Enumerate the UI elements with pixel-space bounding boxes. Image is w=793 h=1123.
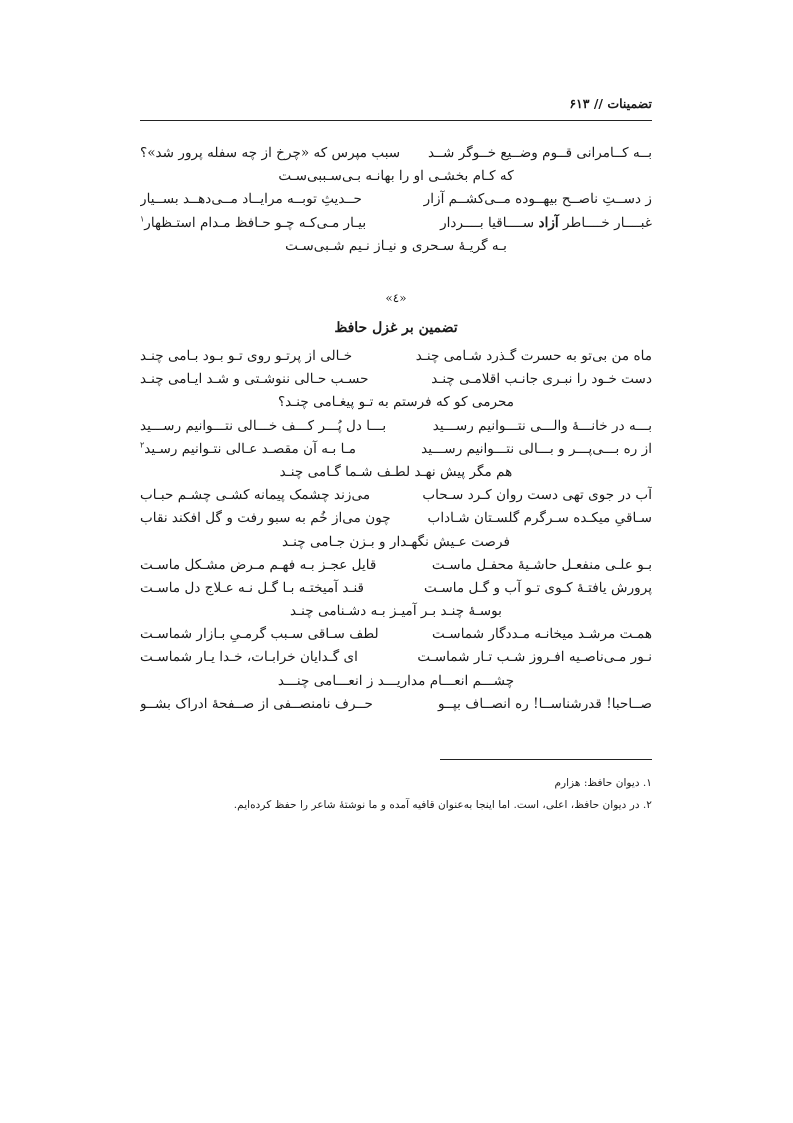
- footnote-rule: [440, 759, 652, 760]
- right-hemistich: صــاحبا! قدرشناســا! ره انصــاف بپــو: [438, 695, 652, 712]
- right-hemistich: بـو علـی منفعـل حاشـیهٔ محفـل ماسـت: [431, 556, 652, 573]
- left-hemistich: حــدیثِ توبــه مرایــاد مــی‌دهــد بســیار: [140, 191, 362, 208]
- couplet-line: [140, 623, 652, 646]
- couplet-line: [140, 368, 652, 391]
- couplet-line: [140, 507, 652, 530]
- header-rule: [140, 120, 652, 121]
- refrain-line: هم مگر پیش نهـد لطـف شـما گـامی چنـد: [279, 463, 513, 480]
- left-hemistich: حسـب حـالی ننوشـتی و شـد ایـامی چنـد: [140, 371, 369, 388]
- right-hemistich: نـور مـی‌ناصـیه افـروز شـب تـار شماسـت: [417, 649, 652, 666]
- right-hemistich: سـاقیِ میکـده سـرگرم گلسـتان شـاداب: [427, 510, 652, 527]
- section-title: تضمین بر غزل حافظ: [334, 320, 458, 336]
- couplet-line: [140, 484, 652, 507]
- left-hemistich: خـالی از پرتـو روی تـو بـود بـامی چنـد: [140, 348, 353, 364]
- refrain-line: چشـــم انعـــام مداریـــد ز انعـــامی چنـــد: [277, 672, 515, 689]
- couplet-line: [140, 142, 652, 165]
- left-hemistich: حــرف نامنصــفی از صــفحهٔ ادراک بشــو: [140, 695, 373, 712]
- couplet-line: [140, 212, 652, 235]
- right-hemistich: ز دســتِ ناصــح بیهــوده مــی‌کشــم آزار: [423, 191, 652, 208]
- right-hemistich: از ره بـــی‌پـــر و بـــالی نتـــوانیم رســـید: [421, 440, 652, 457]
- couplet-line: [140, 693, 652, 716]
- refrain-line: محرمی کو که فرستم به تـو پیغـامی چنـد؟: [277, 394, 515, 411]
- left-hemistich: [140, 438, 356, 461]
- top-verse-block: [140, 142, 652, 258]
- footnote-ref: ۲: [140, 440, 145, 450]
- left-hemistich: سبب مپرس که «چرخ از چه سفله پرور شد»؟: [140, 145, 401, 161]
- right-hemistich: بـــه در خانـــهٔ والـــی نتـــوانیم رســـید: [432, 417, 652, 434]
- right-hemistich: آب در جوی تهی دست روان کـرد سـحاب: [422, 487, 652, 504]
- left-hemistich: می‌زند چشمک پیمانه کشـی چشـم حبـاب: [140, 487, 371, 504]
- hemistich-text: بیـار مـی‌کـه چـو حـافظ مـدام استـظهار: [144, 214, 367, 231]
- couplet-line: [140, 438, 652, 461]
- right-hemistich: غبــــار خــــاطر آزاد ســــاقیا بــــردار: [440, 214, 652, 231]
- couplet-line: [140, 345, 652, 368]
- left-hemistich: بـــا دل پُـــر کـــف خـــالی نتـــوانیم رســـید: [140, 417, 387, 434]
- section-number: «٤»: [385, 291, 407, 305]
- couplet-line: [140, 415, 652, 438]
- couplet-line: [140, 646, 652, 669]
- left-hemistich: قنـد آمیختـه بـا گـل نـه عـلاج دل ماسـت: [140, 579, 365, 596]
- left-hemistich: چون می‌از خُم به سبو رفت و گل افکند نقاب: [140, 510, 391, 527]
- refrain-line: که کـام بخشـی او را بهانـه بـی‌سـببی‌سـت: [278, 168, 514, 185]
- right-hemistich: دست خـود را نبـری جانـب اقلامـی چنـد: [431, 371, 652, 388]
- refrain-line: فرصت عـیش نگهـدار و بـزن جـامی چنـد: [282, 533, 510, 550]
- footnotes: [140, 772, 652, 816]
- couplet-line: [140, 188, 652, 211]
- right-hemistich: همـت مرشـد میخانـه مـددگار شماسـت: [431, 626, 652, 643]
- footnote-1: ۱. دیوان حافظ: هزارم: [554, 777, 652, 789]
- footnote-2: ۲. در دیوان حافظ، اعلی، است. اما اینجا به‌عنوان قافیه آمده و ما نوشتهٔ شاعر را حفظ کرده‌ایم.: [233, 799, 652, 811]
- left-hemistich: قایل عجـز بـه فهـم مـرض مشـکل ماسـت: [140, 556, 377, 573]
- left-hemistich: لطف سـاقی سـبب گرمـیِ بـازار شماسـت: [140, 626, 379, 643]
- left-hemistich: [140, 212, 366, 235]
- right-hemistich: بــه کــامرانی قــوم وضــیع خــوگر شــد: [427, 145, 652, 161]
- hemistich-text: مـا بـه آن مقصـد عـالی نتـوانیم رسـید: [144, 440, 356, 457]
- left-hemistich: ای گـدایان خرابـات، خـدا یـار شماسـت: [140, 649, 358, 666]
- footnote-ref: ۱: [140, 214, 145, 224]
- right-hemistich: ماه من بی‌تو به حسرت گـذرد شـامی چنـد: [415, 348, 652, 364]
- emphasized-word: آزاد: [538, 214, 559, 231]
- running-head: تضمینات // ۶۱۳: [569, 96, 652, 111]
- refrain-line: بوسـهٔ چنـد بـر آمیـز بـه دشـنامی چنـد: [290, 603, 502, 620]
- poem-block: [140, 345, 652, 716]
- couplet-line: [140, 577, 652, 600]
- refrain-line: بـه گریـهٔ سـحری و نیـاز نـیم شـبی‌سـت: [285, 237, 507, 254]
- couplet-line: [140, 554, 652, 577]
- right-hemistich: پرورش یافتـهٔ کـوی تـو آب و گـل ماسـت: [424, 579, 652, 596]
